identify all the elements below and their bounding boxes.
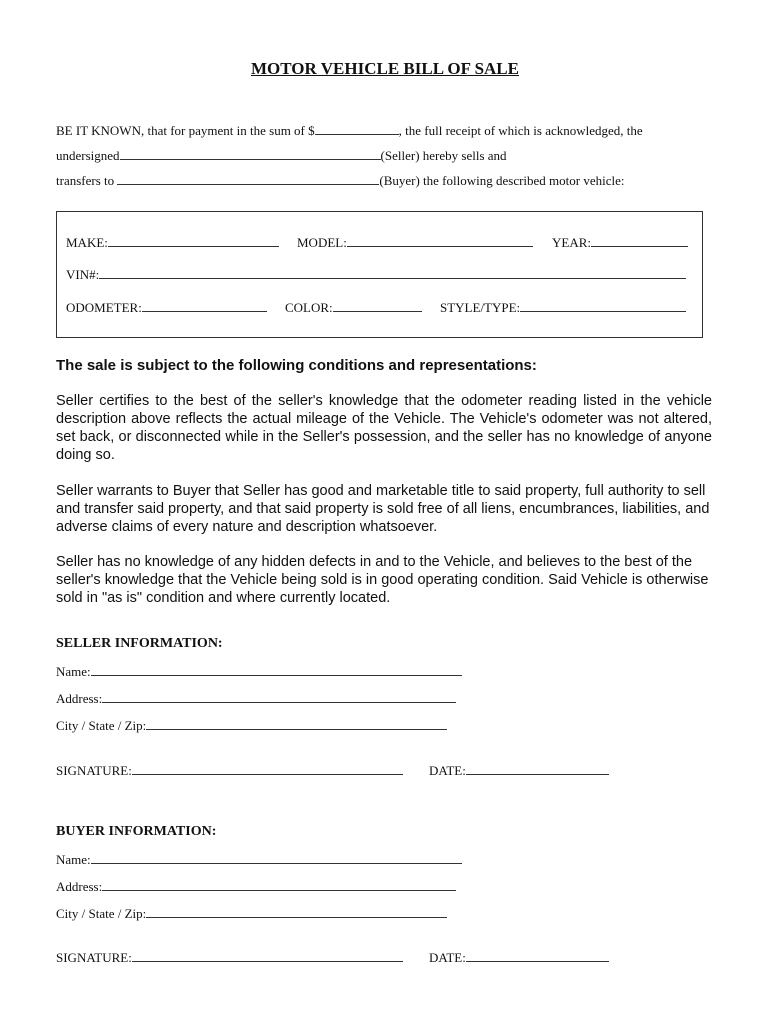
seller-signature-row xyxy=(56,762,403,779)
intro-line-1-prefix: BE IT KNOWN, that for payment in the sum of $ xyxy=(56,123,315,138)
sum-field[interactable] xyxy=(315,122,399,135)
buyer-city-field[interactable] xyxy=(146,905,447,918)
buyer-city-label: City / State / Zip: xyxy=(56,906,147,921)
intro-line-1-suffix: , the full receipt of which is acknowledged, the xyxy=(398,123,643,138)
model-row xyxy=(297,234,533,251)
seller-date-field[interactable] xyxy=(466,762,609,775)
year-field[interactable] xyxy=(591,234,688,247)
color-row xyxy=(285,299,422,316)
color-label: COLOR: xyxy=(285,300,333,315)
make-row xyxy=(66,234,279,251)
color-field[interactable] xyxy=(333,299,422,312)
seller-info-heading: SELLER INFORMATION: xyxy=(56,636,223,651)
make-field[interactable] xyxy=(108,234,279,247)
seller-date-label: DATE: xyxy=(429,763,466,778)
seller-name-intro-field[interactable] xyxy=(120,147,381,160)
buyer-signature-field[interactable] xyxy=(132,949,403,962)
intro-line-3-prefix: transfers to xyxy=(56,173,118,188)
vin-row xyxy=(66,266,686,283)
model-field[interactable] xyxy=(347,234,533,247)
vin-label: VIN#: xyxy=(66,267,100,282)
seller-name-label: Name: xyxy=(56,664,91,679)
intro-line-3-suffix: (Buyer) the following described motor vehicle: xyxy=(379,173,625,188)
buyer-signature-row xyxy=(56,949,403,966)
buyer-address-field[interactable] xyxy=(102,878,456,891)
buyer-name-intro-field[interactable] xyxy=(117,172,379,185)
document-title: MOTOR VEHICLE BILL OF SALE xyxy=(251,59,519,78)
style-row xyxy=(440,299,686,316)
seller-address-row xyxy=(56,690,456,707)
buyer-name-row xyxy=(56,851,462,868)
seller-name-field[interactable] xyxy=(91,663,462,676)
year-row xyxy=(552,234,688,251)
buyer-date-row xyxy=(429,949,609,966)
buyer-signature-label: SIGNATURE: xyxy=(56,950,132,965)
seller-signature-label: SIGNATURE: xyxy=(56,763,132,778)
odometer-field[interactable] xyxy=(142,299,267,312)
intro-line-2 xyxy=(56,147,507,164)
vin-field[interactable] xyxy=(99,266,686,279)
seller-city-field[interactable] xyxy=(146,717,447,730)
buyer-date-field[interactable] xyxy=(466,949,609,962)
seller-name-row xyxy=(56,663,462,680)
seller-city-label: City / State / Zip: xyxy=(56,718,147,733)
conditions-heading: The sale is subject to the following conditions and representations: xyxy=(56,357,537,374)
buyer-address-label: Address: xyxy=(56,879,103,894)
intro-line-1 xyxy=(56,122,643,139)
make-label: MAKE: xyxy=(66,235,108,250)
condition-paragraph-as-is: Seller has no knowledge of any hidden defects in and to the Vehicle, and believes to the best of the seller's knowledge that the Vehicle being sold is in good operating condition. Said Vehicle is otherwise sold in "as is" condition and where currently located. xyxy=(56,554,709,606)
seller-city-row xyxy=(56,717,447,734)
style-label: STYLE/TYPE: xyxy=(440,300,521,315)
condition-paragraph-odometer: Seller certifies to the best of the seller's knowledge that the odometer reading listed in the vehicle description above reflects the actual mileage of the Vehicle. The Vehicle's odometer was not altered, set back, or disconnected while in the Seller's possession, and the seller has no knowledge of anyone doing so. xyxy=(56,393,712,463)
odometer-row xyxy=(66,299,267,316)
buyer-name-field[interactable] xyxy=(91,851,462,864)
buyer-name-label: Name: xyxy=(56,852,91,867)
buyer-city-row xyxy=(56,905,447,922)
odometer-label: ODOMETER: xyxy=(66,300,142,315)
model-label: MODEL: xyxy=(297,235,347,250)
buyer-info-heading: BUYER INFORMATION: xyxy=(56,824,217,839)
intro-line-3 xyxy=(56,172,625,189)
style-field[interactable] xyxy=(520,299,686,312)
condition-paragraph-title: Seller warrants to Buyer that Seller has good and marketable title to said property, full authority to sell and transfer said property, and that said property is sold free of all liens, encumbrances, liabilities, and adverse claims of every nature and description whatsoever. xyxy=(56,483,710,535)
year-label: YEAR: xyxy=(552,235,591,250)
buyer-address-row xyxy=(56,878,456,895)
intro-line-2-suffix: (Seller) hereby sells and xyxy=(380,148,507,163)
buyer-date-label: DATE: xyxy=(429,950,466,965)
seller-signature-field[interactable] xyxy=(132,762,403,775)
intro-line-2-prefix: undersigned xyxy=(56,148,120,163)
seller-address-label: Address: xyxy=(56,691,103,706)
seller-address-field[interactable] xyxy=(102,690,456,703)
seller-date-row xyxy=(429,762,609,779)
